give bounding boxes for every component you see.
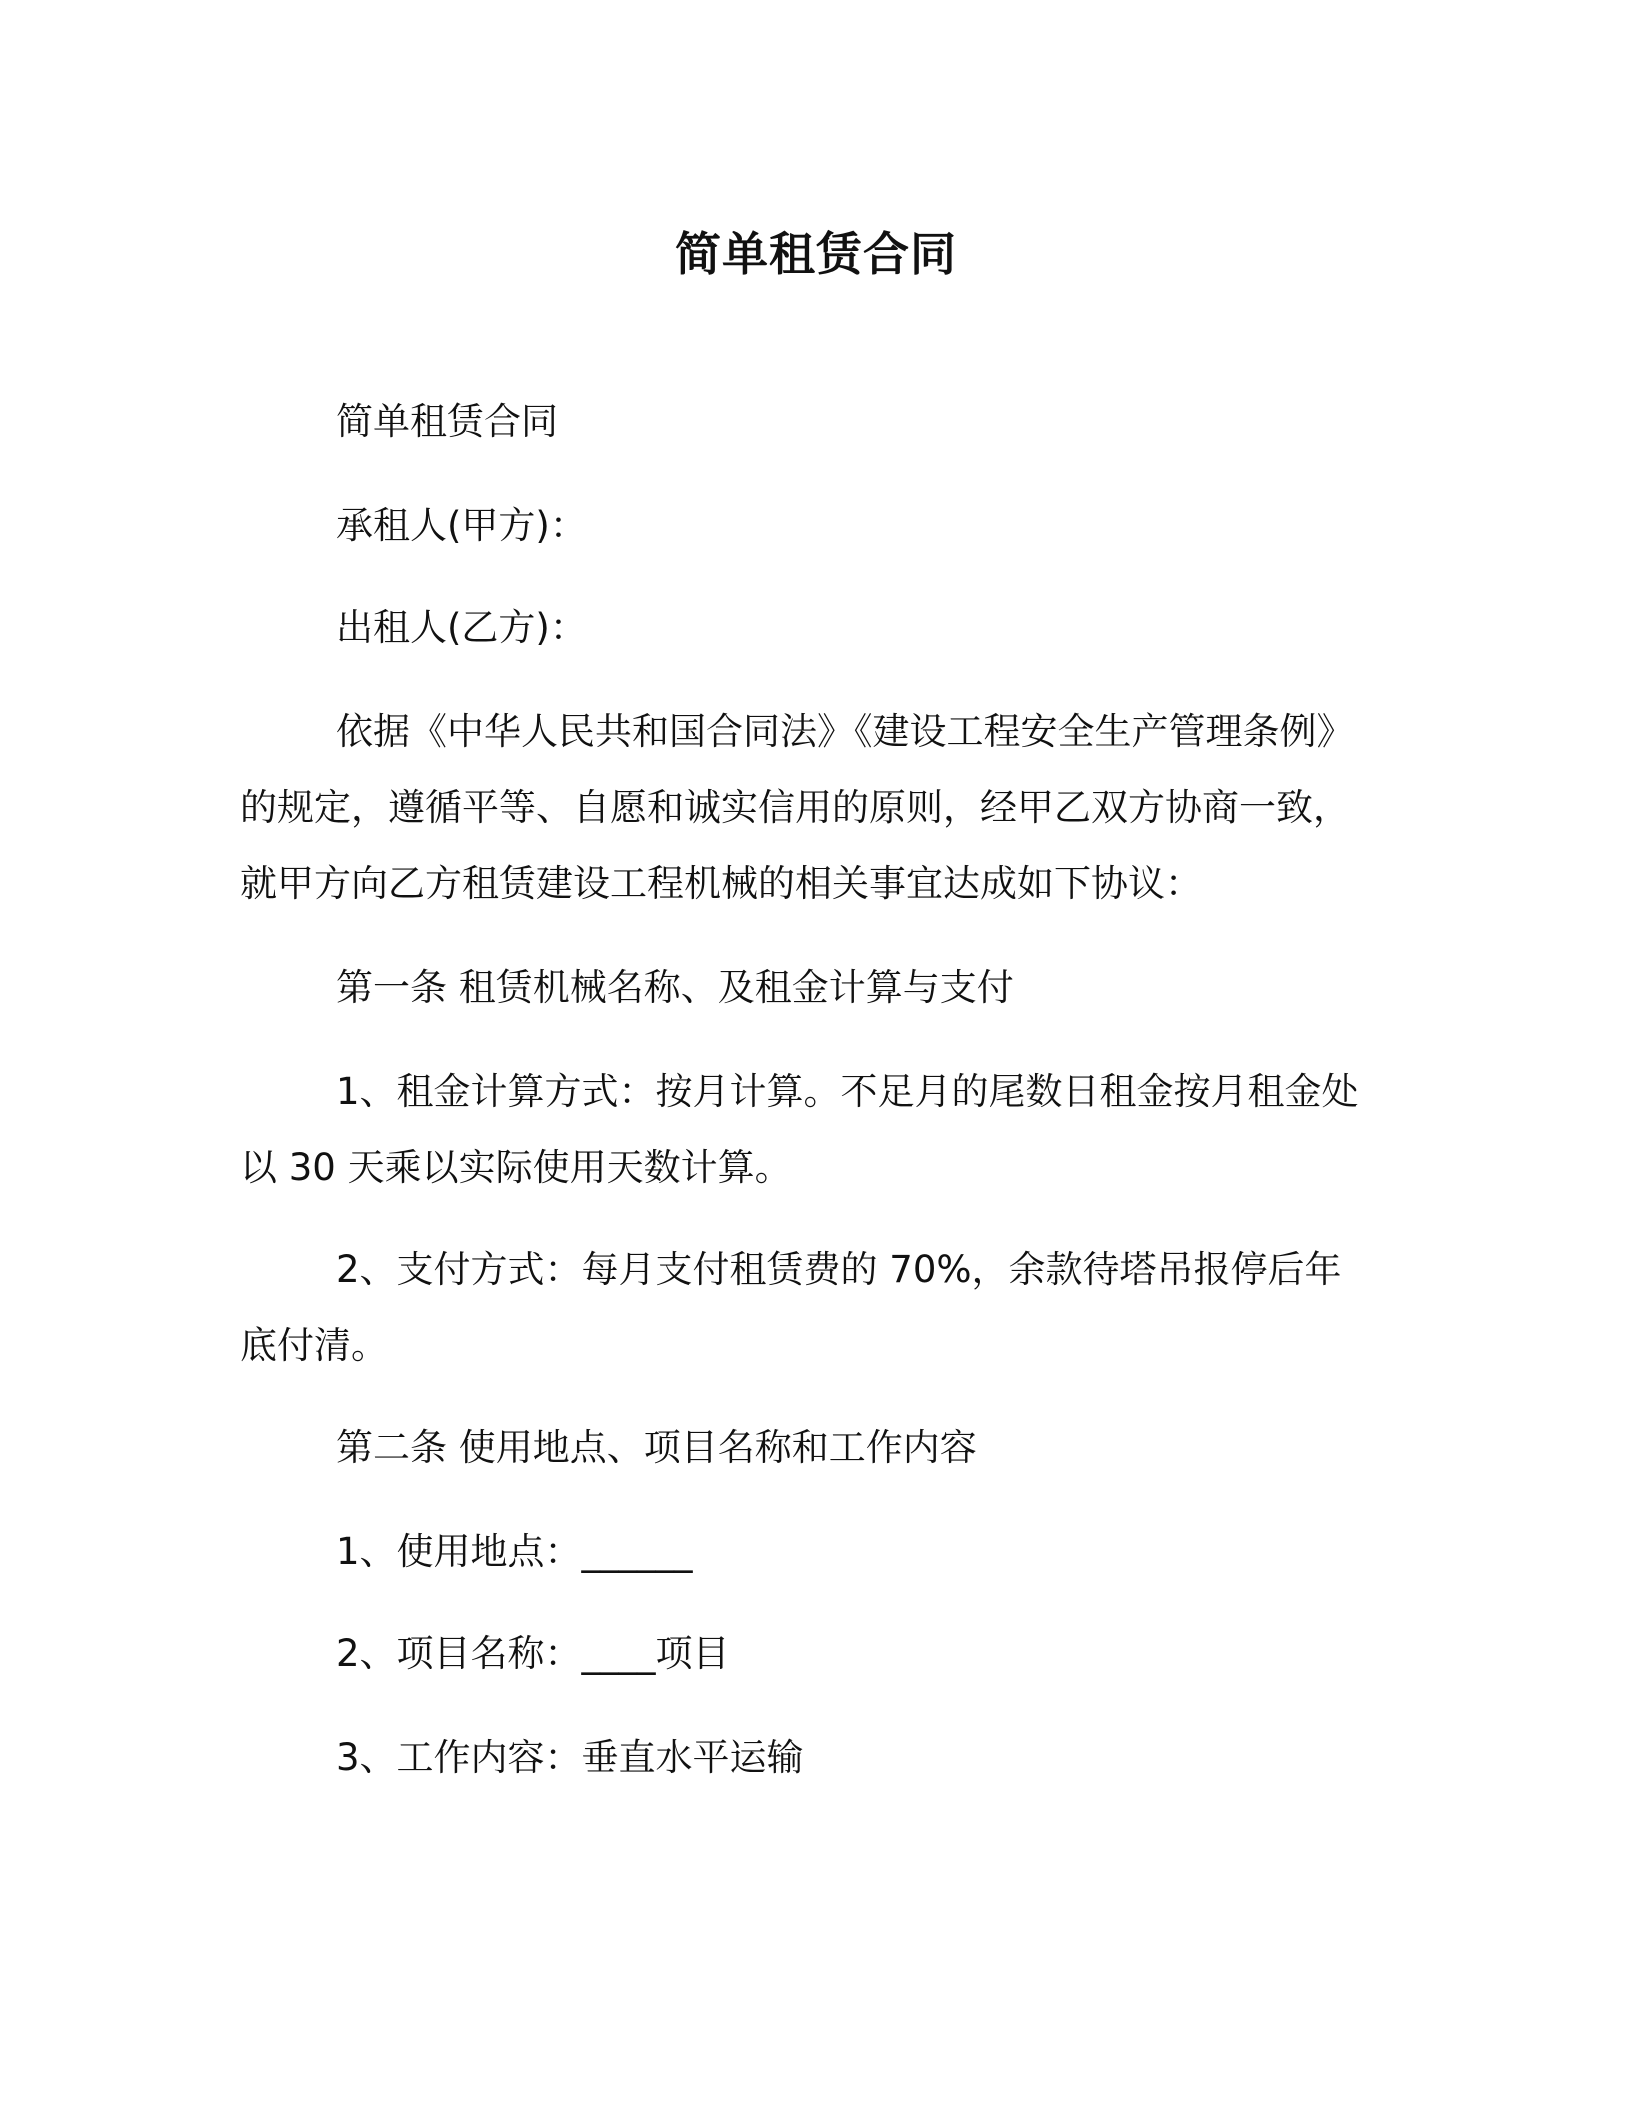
- preamble-paragraph: 依据《中华人民共和国合同法》《建设工程安全生产管理条例》的规定，遵循平等、自愿和诚实信用的原则，经甲乙双方协商一致，就甲方向乙方租赁建设工程机械的相关事宜达成如下协议：: [240, 710, 1354, 905]
- lessee-party-a: 承租人(甲方)：: [336, 504, 587, 547]
- article-two-item-3: 3、工作内容：垂直水平运输: [336, 1736, 804, 1779]
- article-one-item-1: 1、租金计算方式：按月计算。不足月的尾数日租金按月租金处以 30 天乘以实际使用天数计算。: [240, 1070, 1359, 1189]
- article-two-heading: 第二条 使用地点、项目名称和工作内容: [336, 1426, 977, 1469]
- article-one-heading: 第一条 租赁机械名称、及租金计算与支付: [336, 966, 1014, 1009]
- article-two-item-2: 2、项目名称：____项目: [336, 1632, 730, 1675]
- article-one-item-2: 2、支付方式：每月支付租赁费的 70%，余款待塔吊报停后年底付清。: [240, 1248, 1342, 1367]
- document-title: 简单租赁合同: [675, 227, 957, 281]
- subtitle-paragraph: 简单租赁合同: [336, 400, 558, 443]
- article-two-item-1: 1、使用地点：______: [336, 1530, 693, 1573]
- lessor-party-b: 出租人(乙方)：: [336, 606, 587, 649]
